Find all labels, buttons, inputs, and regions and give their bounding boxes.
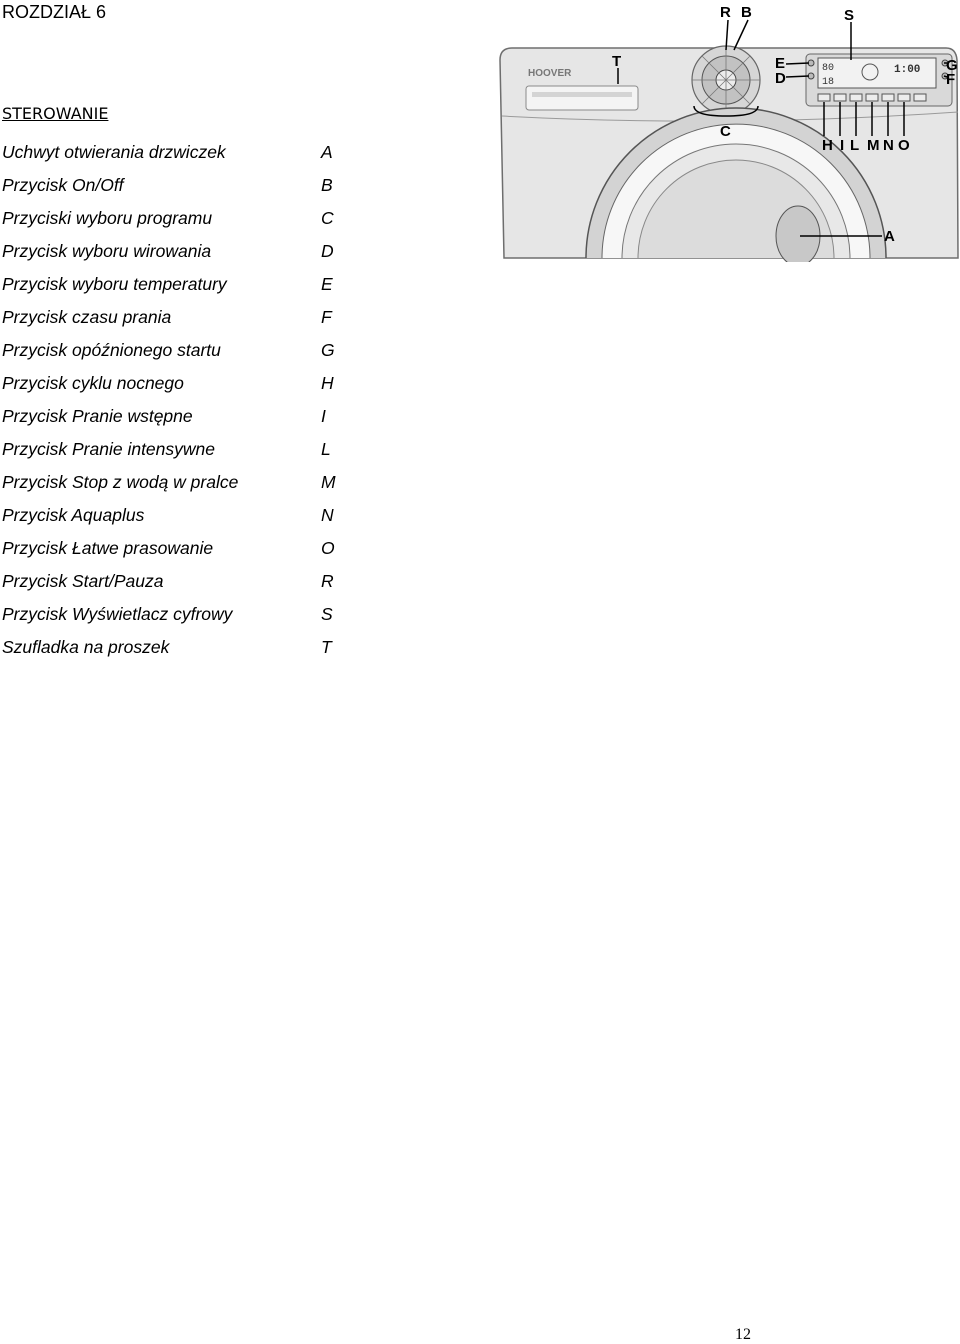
callout-G: G — [946, 57, 958, 74]
callout-O: O — [898, 137, 910, 154]
control-label: Przycisk On/Off — [2, 175, 124, 195]
section-title: STEROWANIE — [2, 104, 109, 123]
callout-F: F — [946, 71, 956, 88]
control-code: A — [321, 142, 333, 162]
callout-R: R — [720, 4, 731, 21]
list-item — [2, 268, 362, 301]
control-label: Przycisk Aquaplus — [2, 505, 145, 525]
page-number: 12 — [735, 1326, 751, 1343]
svg-text:80: 80 — [822, 63, 835, 74]
list-item — [2, 499, 362, 532]
callout-H: H — [822, 137, 833, 154]
control-label: Przycisk opóźnionego startu — [2, 340, 221, 360]
list-item — [2, 367, 362, 400]
callout-C: C — [720, 123, 731, 140]
control-label: Przycisk wyboru temperatury — [2, 274, 227, 294]
list-item — [2, 334, 362, 367]
control-code: L — [321, 439, 331, 459]
brand-logo: HOOVER — [528, 68, 572, 79]
callout-E: E — [775, 55, 786, 72]
list-item — [2, 301, 362, 334]
callout-A: A — [884, 228, 895, 245]
list-item — [2, 235, 362, 268]
control-code: N — [321, 505, 334, 525]
control-label: Szufladka na proszek — [2, 637, 170, 657]
list-item — [2, 136, 362, 169]
list-item — [2, 169, 362, 202]
control-label: Przycisk Start/Pauza — [2, 571, 164, 591]
control-label: Przyciski wyboru programu — [2, 208, 213, 228]
control-code: I — [321, 406, 326, 426]
control-code: S — [321, 604, 333, 624]
callout-D: D — [775, 70, 786, 87]
control-code: T — [321, 637, 332, 657]
callout-S: S — [844, 7, 855, 24]
control-code: F — [321, 307, 332, 327]
callout-T: T — [612, 53, 622, 70]
list-item — [2, 400, 362, 433]
detergent-drawer — [526, 86, 638, 110]
control-label: Przycisk Pranie wstępne — [2, 406, 193, 426]
control-label: Przycisk Stop z wodą w pralce — [2, 472, 239, 492]
control-code: G — [321, 340, 335, 360]
control-label: Przycisk Pranie intensywne — [2, 439, 215, 459]
list-item — [2, 202, 362, 235]
callout-N: N — [883, 137, 894, 154]
door-handle — [776, 206, 820, 262]
control-code: E — [321, 274, 333, 294]
list-item — [2, 433, 362, 466]
list-item — [2, 565, 362, 598]
washing-machine-diagram — [498, 0, 960, 262]
list-item — [2, 598, 362, 631]
control-label: Przycisk Wyświetlacz cyfrowy — [2, 604, 233, 624]
callout-B: B — [741, 4, 752, 21]
list-item — [2, 631, 362, 664]
svg-text:1:00: 1:00 — [894, 64, 921, 76]
control-label: Uchwyt otwierania drzwiczek — [2, 142, 226, 162]
control-label: Przycisk czasu prania — [2, 307, 172, 327]
callout-I: I — [840, 137, 845, 154]
list-item — [2, 532, 362, 565]
svg-text:18: 18 — [822, 77, 835, 88]
callout-L: L — [850, 137, 860, 154]
control-label: Przycisk cyklu nocnego — [2, 373, 184, 393]
control-code: B — [321, 175, 333, 195]
control-code: O — [321, 538, 335, 558]
control-code: R — [321, 571, 334, 591]
control-code: M — [321, 472, 336, 492]
control-label: Przycisk Łatwe prasowanie — [2, 538, 214, 558]
control-label: Przycisk wyboru wirowania — [2, 241, 212, 261]
control-code: C — [321, 208, 334, 228]
list-item — [2, 466, 362, 499]
chapter-title: ROZDZIAŁ 6 — [2, 2, 107, 22]
callout-M: M — [867, 137, 880, 154]
controls-list — [2, 136, 362, 664]
control-code: H — [321, 373, 334, 393]
program-selector — [692, 46, 760, 114]
control-code: D — [321, 241, 334, 261]
